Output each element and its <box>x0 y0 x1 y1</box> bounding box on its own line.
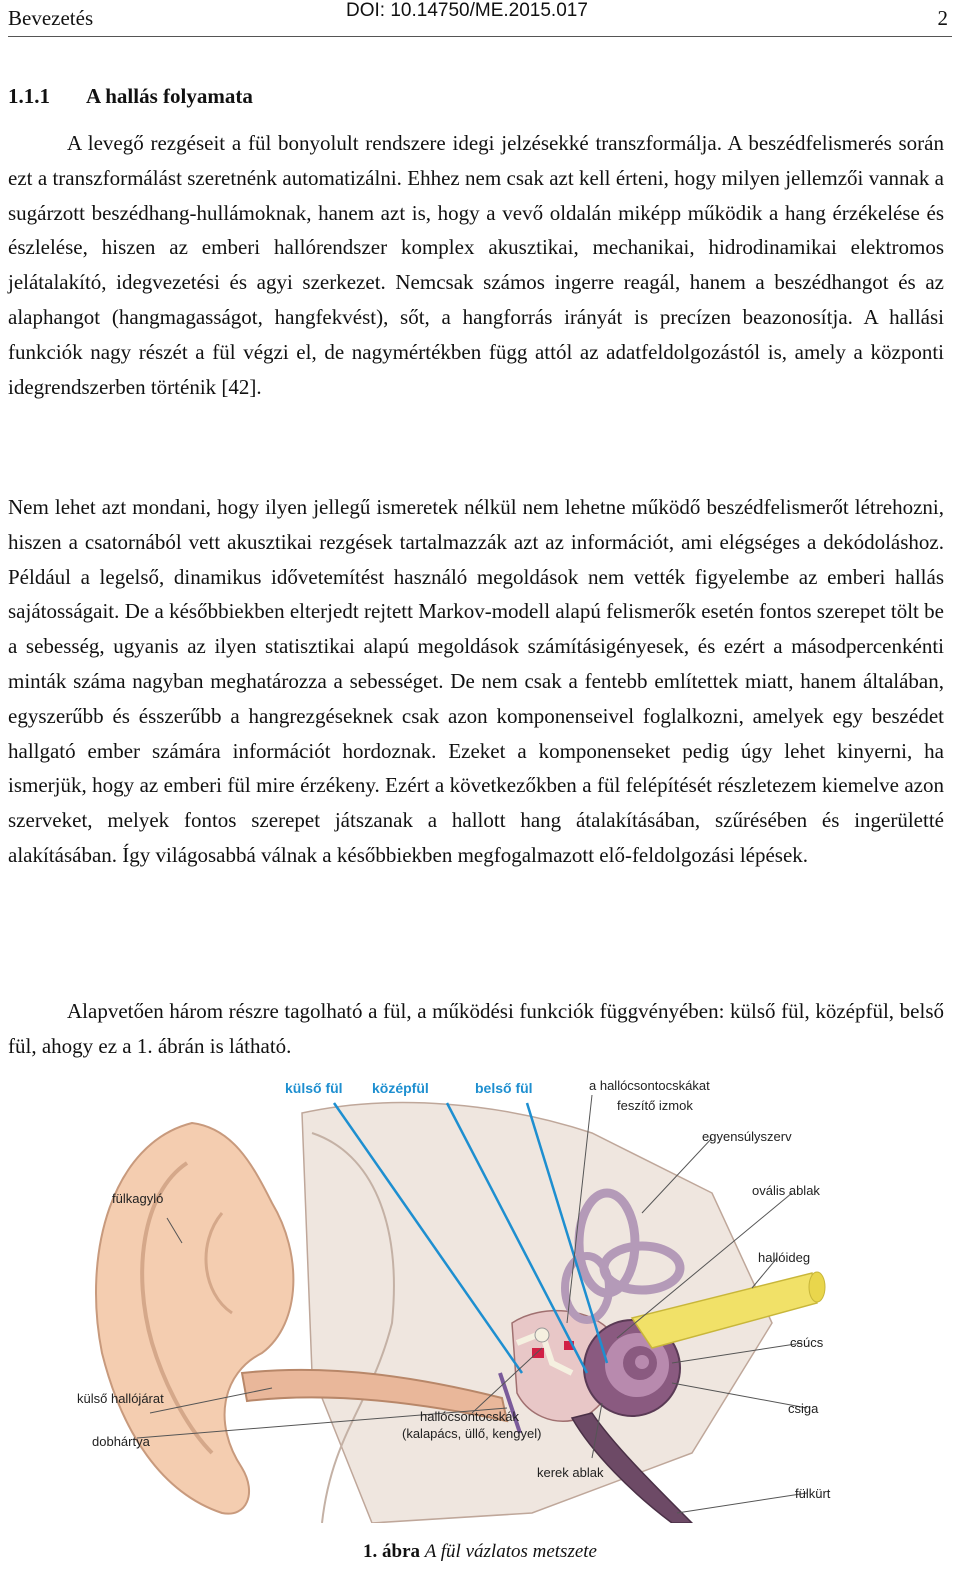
caption-text: A fül vázlatos metszete <box>424 1541 597 1562</box>
ear-diagram <box>72 1073 877 1523</box>
label-eustachian-tube: fülkürt <box>795 1486 831 1501</box>
page-header <box>8 0 952 37</box>
paragraph-2: Nem lehet azt mondani, hogy ilyen jellegű ismeretek nélkül nem lehetne működő beszédfelismerőt létrehozni, hiszen a csatornából vett akusztikai rezgések tartalmazzák azt az információt, ami elégséges a dekódoláshoz. Például a legelső, dinamikus idővetemítést használó megoldások nem vették figyelembe az emberi hallás sajátosságait. De a későbbiekben elterjedt rejtett Markov-modell alapú felismerők esetén fontos szerepet tölt be a sebesség, ugyanis az ilyen statisztikai alapú megoldások számításigényesek, és ezért a másodpercenkénti minták száma nagyban meghatározza a sebességet. De nem csak a fentebb említettek miatt, hanem általában, egyszerűbb és ésszerűbb a hangrezgéseknek csak azon komponenseivel foglalkozni, amelyek egy beszédet hallgató ember számára információt hordoznak. Ezeket a komponenseket pedig úgy lehet kinyerni, ha ismerjük, hogy az emberi fül mire érzékeny. Ezért a következőkben a fül felépítését részletezem kiemelve azon szerveket, melyek fontos szerepet játszanak a hallott hang átalakításában, szűrésében és ingerületté alakításában. Így világosabbá válnak a későbbiekben megfogalmazott elő-feldolgozási lépések. <box>8 495 944 867</box>
paragraph-1: A levegő rezgéseit a fül bonyolult rendszere idegi jelzésekké transzformálja. A beszédfelismerés során ezt a transzformálást szeretnénk automatizálni. Ehhez nem csak azt kell érteni, hogy milyen jellemzői vannak a sugárzott beszédhang-hullámoknak, hanem azt is, hogy a vevő oldalán miképp működik a hang érzékelése és észlelése, hiszen az emberi hallórendszer komplex akusztikai, mechanikai, hidrodinamikai elektromos jelátalakító, idegvezetési és agyi szerkezet. Nemcsak számos ingerre reagál, hanem a beszédhangot és az alaphangot (hangmagasságot, hangfekvést), sőt, a hangforrás irányát is precízen beazonosítja. A hallási funkciók nagy részét a fül végzi el, de nagymértékben függ attól az adatfeldolgozástól is, amely a központi idegrendszerben történik [42]. <box>8 131 944 399</box>
label-auditory-nerve: hallóideg <box>758 1250 811 1265</box>
label-oval-window: ovális ablak <box>752 1183 820 1198</box>
ear-illustration <box>72 1073 877 1523</box>
label-round-window: kerek ablak <box>537 1465 604 1480</box>
label-cochlea-tip: csúcs <box>790 1335 824 1350</box>
section-number: 1.1.1 <box>8 84 50 108</box>
page-number: 2 <box>937 6 948 30</box>
label-muscles-1: a hallócsontocskákat <box>589 1078 710 1093</box>
region-label-inner-ear: belső fül <box>475 1080 533 1096</box>
label-ossicles-2: (kalapács, üllő, kengyel) <box>402 1426 542 1441</box>
label-cochlea: csiga <box>788 1401 819 1416</box>
caption-number: 1. ábra <box>363 1541 421 1562</box>
region-label-middle-ear: középfül <box>372 1080 429 1096</box>
label-balance-organ: egyensúlyszerv <box>702 1129 792 1144</box>
section-heading <box>8 84 253 109</box>
label-ear-canal: külső hallójárat <box>77 1391 164 1406</box>
section-title: A hallás folyamata <box>86 84 253 108</box>
label-pinna: fülkagyló <box>112 1191 164 1206</box>
region-label-outer-ear: külső fül <box>285 1080 343 1096</box>
label-ossicles-1: hallócsontocskák <box>420 1409 519 1424</box>
header-chapter: Bevezetés <box>8 6 94 30</box>
figure-caption <box>0 1541 960 1563</box>
paragraph-3: Alapvetően három részre tagolható a fül, a működési funkciók függvényében: külső fül, középfül, belső fül, ahogy ez a 1. ábrán is látható. <box>8 999 944 1058</box>
label-eardrum: dobhártya <box>92 1434 150 1449</box>
label-muscles-2: feszítő izmok <box>617 1098 693 1113</box>
header-doi: DOI: 10.14750/ME.2015.017 <box>346 0 588 21</box>
